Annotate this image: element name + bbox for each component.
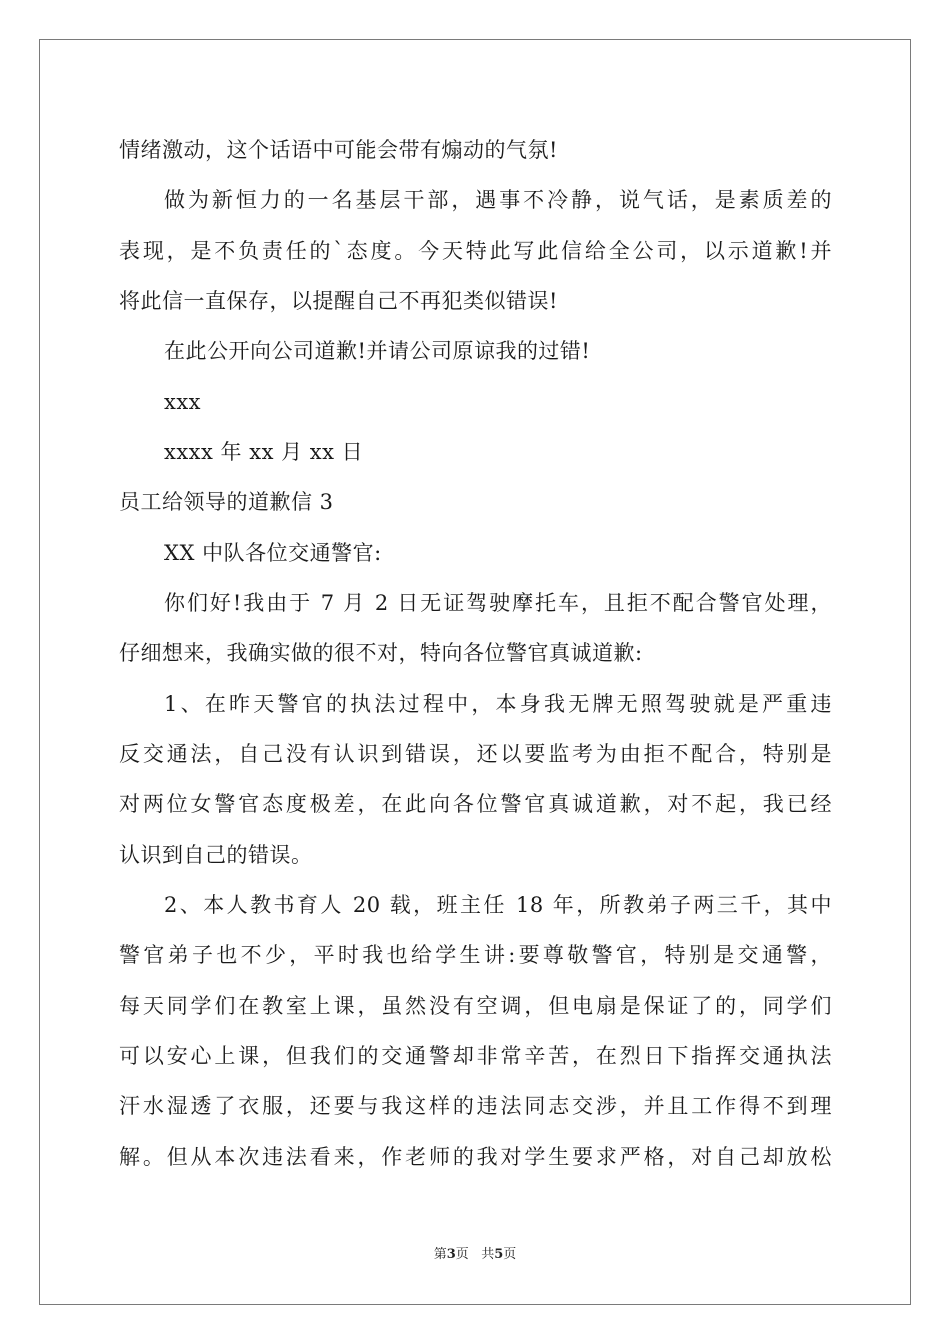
footer-page-number: 3 [446, 1247, 456, 1262]
page-footer [0, 1246, 950, 1264]
text-line: 每天同学们在教室上课，虽然没有空调，但电扇是保证了的，同学们 [119, 994, 832, 1018]
text-line: 可以安心上课，但我们的交通警却非常辛苦，在烈日下指挥交通执法 [119, 1044, 832, 1068]
salutation: XX 中队各位交通警官: [164, 541, 382, 565]
text-line: 对两位女警官态度极差，在此向各位警官真诚道歉，对不起，我已经 [119, 792, 832, 816]
section-title: 员工给领导的道歉信 3 [119, 490, 334, 514]
text-line: 2、本人教书育人 20 载，班主任 18 年，所教弟子两三千，其中 [164, 893, 832, 917]
text-line: 1、在昨天警官的执法过程中，本身我无牌无照驾驶就是严重违 [164, 692, 832, 716]
text-line: 汗水湿透了衣服，还要与我这样的违法同志交涉，并且工作得不到理 [119, 1094, 832, 1118]
text-line: 在此公开向公司道歉!并请公司原谅我的过错! [164, 339, 591, 363]
footer-total-prefix: 共 [481, 1247, 495, 1262]
footer-total-pages: 5 [494, 1247, 504, 1262]
text-line: 情绪激动，这个话语中可能会带有煽动的气氛! [119, 138, 558, 162]
footer-prefix: 第 [433, 1247, 447, 1262]
text-line: xxxx 年 xx 月 xx 日 [164, 440, 364, 464]
text-line: 做为新恒力的一名基层干部，遇事不冷静，说气话，是素质差的 [164, 188, 832, 212]
text-line: 仔细想来，我确实做的很不对，特向各位警官真诚道歉: [119, 641, 643, 665]
text-line: 你们好!我由于 7 月 2 日无证驾驶摩托车，且拒不配合警官处理， [164, 591, 832, 615]
text-line: 将此信一直保存，以提醒自己不再犯类似错误! [119, 289, 558, 313]
text-line: 警官弟子也不少，平时我也给学生讲:要尊敬警官，特别是交通警， [119, 943, 832, 967]
footer-total-suffix: 页 [503, 1247, 517, 1262]
text-line: 反交通法，自己没有认识到错误，还以要监考为由拒不配合，特别是 [119, 742, 832, 766]
text-line: 表现，是不负责任的`态度。今天特此写此信给全公司，以示道歉!并 [119, 239, 832, 263]
text-line: 认识到自己的错误。 [119, 843, 313, 867]
text-line: 解。但从本次违法看来，作老师的我对学生要求严格，对自己却放松 [119, 1145, 832, 1169]
text-line: xxx [164, 390, 202, 414]
footer-page-suffix: 页 [455, 1247, 469, 1262]
